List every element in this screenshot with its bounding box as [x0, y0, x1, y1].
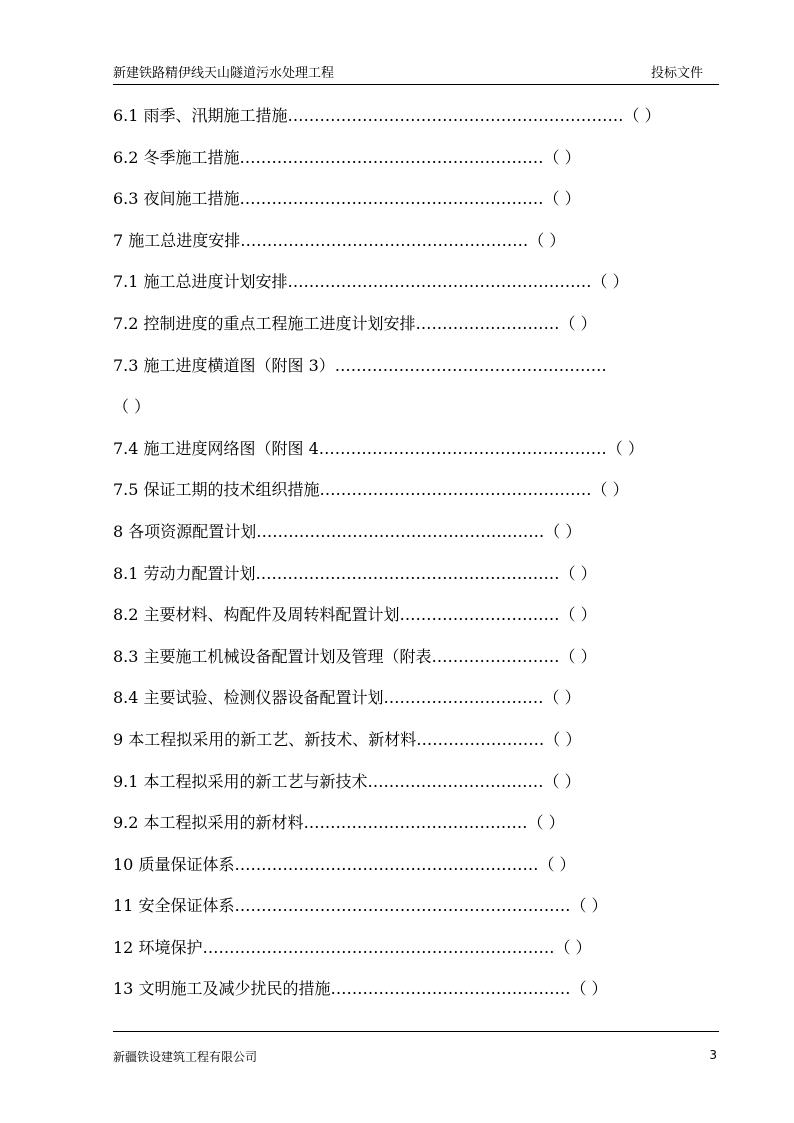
toc-entry: 9 本工程拟采用的新工艺、新技术、新材料……………………（ ） [113, 729, 582, 749]
page-header [113, 60, 719, 85]
toc-entry: 10 质量保证体系…………………………………………………（ ） [113, 854, 576, 874]
toc-entry: 8.1 劳动力配置计划…………………………………………………（ ） [113, 563, 597, 583]
toc-entry: 7.4 施工进度网络图（附图 4………………………………………………（ ） [113, 438, 644, 458]
toc-entry: （ ） [113, 397, 151, 417]
toc-entry: 9.1 本工程拟采用的新工艺与新技术……………………………（ ） [113, 771, 581, 791]
toc-entry: 13 文明施工及减少扰民的措施………………………………………（ ） [113, 979, 608, 999]
header-project-title: 新建铁路精伊线天山隧道污水处理工程 [113, 66, 335, 81]
page-footer [113, 1031, 719, 1065]
toc-entry: 7.5 保证工期的技术组织措施……………………………………………（ ） [113, 480, 629, 500]
table-of-contents [113, 103, 733, 1018]
toc-entry: 6.3 夜间施工措施…………………………………………………（ ） [113, 189, 581, 209]
toc-entry: 12 环境保护…………………………………………………………（ ） [113, 937, 592, 957]
toc-entry: 8.4 主要试验、检测仪器设备配置计划…………………………（ ） [113, 688, 581, 708]
toc-entry: 7.3 施工进度横道图（附图 3）…………………………………………… [113, 355, 607, 375]
toc-entry: 8.2 主要材料、构配件及周转料配置计划…………………………（ ） [113, 605, 597, 625]
toc-entry: 11 安全保证体系………………………………………………………（ ） [113, 896, 608, 916]
toc-entry: 9.2 本工程拟采用的新材料……………………………………（ ） [113, 813, 565, 833]
toc-entry: 7 施工总进度安排………………………………………………（ ） [113, 230, 566, 250]
toc-entry: 7.1 施工总进度计划安排…………………………………………………（ ） [113, 272, 629, 292]
toc-entry: 7.2 控制进度的重点工程施工进度计划安排………………………（ ） [113, 313, 597, 333]
toc-entry: 8.3 主要施工机械设备配置计划及管理（附表……………………（ ） [113, 646, 597, 666]
footer-company-name: 新疆铁设建筑工程有限公司 [113, 1050, 258, 1064]
toc-entry: 6.2 冬季施工措施…………………………………………………（ ） [113, 147, 581, 167]
page-number: 3 [709, 1048, 717, 1062]
toc-entry: 6.1 雨季、汛期施工措施………………………………………………………（ ） [113, 106, 661, 125]
toc-entry: 8 各项资源配置计划………………………………………………（ ） [113, 521, 582, 541]
header-document-type: 投标文件 [650, 66, 703, 81]
